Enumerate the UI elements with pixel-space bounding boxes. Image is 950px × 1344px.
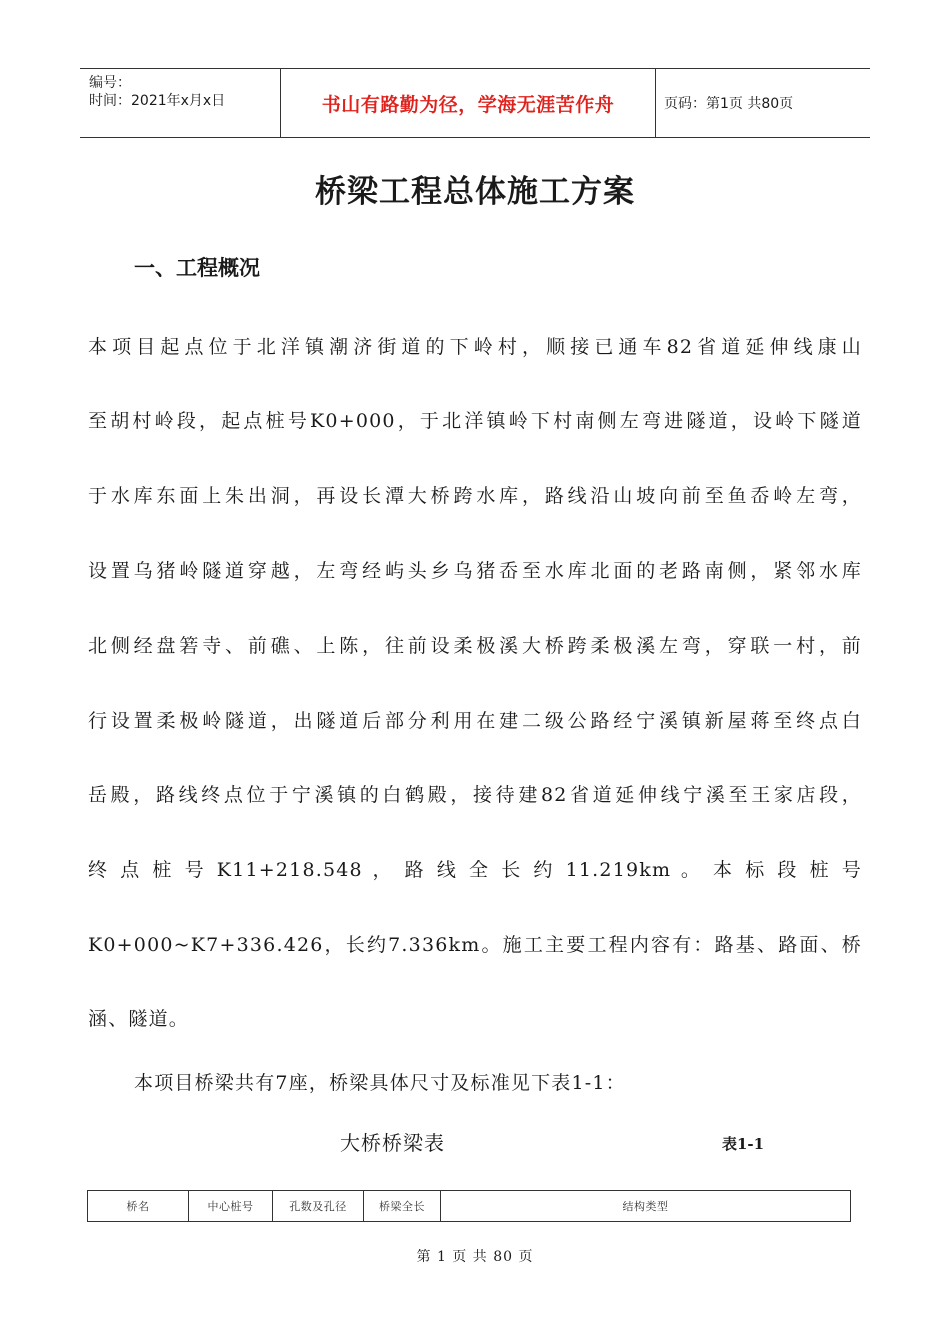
bridge-table bbox=[87, 1190, 851, 1222]
header-meta bbox=[80, 69, 281, 137]
paragraph-line: K0+000~K7+336.426，长约7.336km。施工主要工程内容有：路基、路面、桥 bbox=[88, 934, 862, 956]
column-header-center-station: 中心桩号 bbox=[189, 1191, 273, 1222]
paragraph-line: 至胡村岭段，起点桩号K0+000，于北洋镇岭下村南侧左弯进隧道，设岭下隧道 bbox=[88, 410, 862, 432]
paragraph-line: 行设置柔极岭隧道，出隧道后部分利用在建二级公路经宁溪镇新屋蒋至终点白 bbox=[88, 710, 862, 732]
paragraph-line: 本项目起点位于北洋镇潮济街道的下岭村，顺接已通车82省道延伸线康山 bbox=[88, 336, 862, 358]
page-footer: 第 1 页 共 80 页 bbox=[416, 1249, 534, 1265]
header-page-number: 页码：第1页 共80页 bbox=[664, 96, 794, 112]
paragraph-line: 终 点 桩 号 K11+218.548 ， 路 线 全 长 约 11.219km 。 本 标 段 桩 号 bbox=[88, 859, 862, 881]
column-header-spans: 孔数及孔径 bbox=[273, 1191, 364, 1222]
paragraph-line: 岳殿，路线终点位于宁溪镇的白鹤殿，接待建82省道延伸线宁溪至王家店段， bbox=[88, 784, 862, 806]
paragraph-intro-table: 本项目桥梁共有7座，桥梁具体尺寸及标准见下表1-1： bbox=[134, 1072, 626, 1094]
document-header bbox=[80, 68, 870, 138]
table-header-row bbox=[88, 1191, 851, 1222]
column-header-structure-type: 结构类型 bbox=[441, 1191, 851, 1222]
document-number-label: 编号： bbox=[89, 75, 131, 91]
paragraph-line: 于水库东面上朱出洞，再设长潭大桥跨水库，路线沿山坡向前至鱼岙岭左弯， bbox=[88, 485, 862, 507]
column-header-total-length: 桥梁全长 bbox=[364, 1191, 441, 1222]
column-header-bridge-name: 桥名 bbox=[88, 1191, 189, 1222]
document-title: 桥梁工程总体施工方案 bbox=[315, 174, 635, 210]
paragraph-line: 涵、隧道。 bbox=[88, 1008, 190, 1030]
paragraph-line: 设置乌猪岭隧道穿越，左弯经屿头乡乌猪岙至水库北面的老路南侧，紧邻水库 bbox=[88, 560, 862, 582]
document-time-label: 时间：2021年x月x日 bbox=[89, 93, 226, 109]
section-heading: 一、工程概况 bbox=[134, 256, 260, 280]
paragraph-line: 北侧经盘箬寺、前礁、上陈，往前设柔极溪大桥跨柔极溪左弯，穿联一村，前 bbox=[88, 635, 862, 657]
table-number: 表1-1 bbox=[722, 1135, 765, 1153]
table-caption: 大桥桥梁表 bbox=[340, 1131, 445, 1155]
header-motto: 书山有路勤为径，学海无涯苦作舟 bbox=[281, 69, 656, 137]
